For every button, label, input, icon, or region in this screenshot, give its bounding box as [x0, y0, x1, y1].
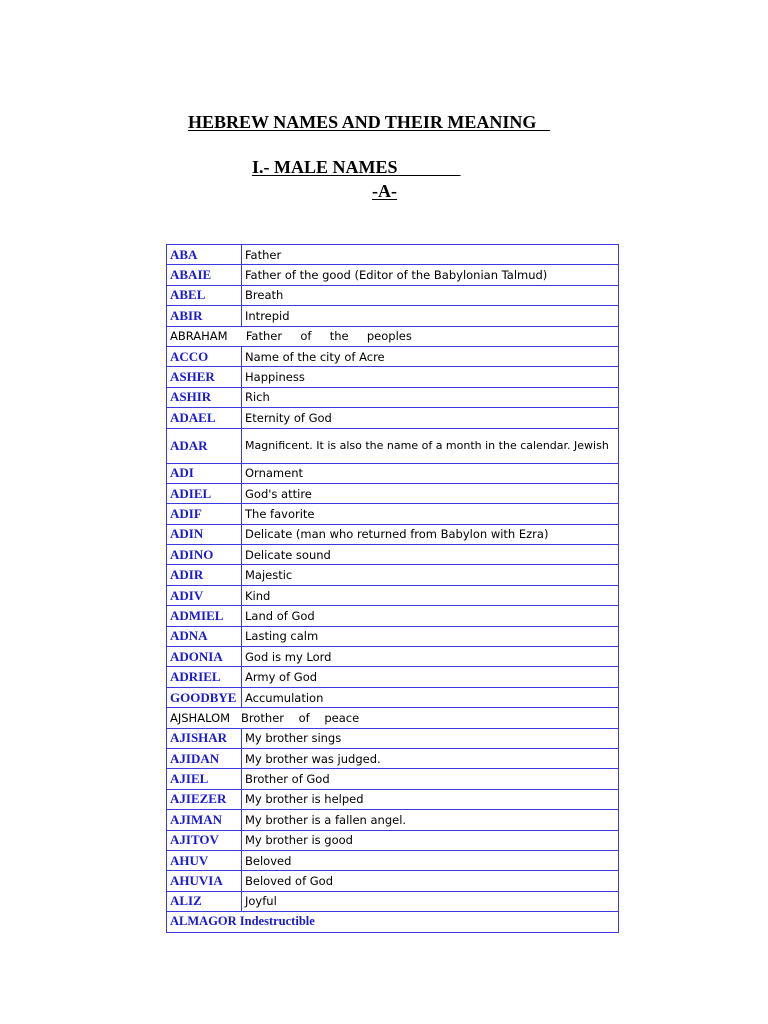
table-row [167, 708, 619, 728]
name-cell: ACCO [167, 346, 242, 366]
meaning-cell: My brother is a fallen angel. [242, 810, 619, 830]
meaning-cell: Accumulation [242, 687, 619, 707]
meaning-cell: Eternity of God [242, 408, 619, 428]
table-row [167, 463, 619, 483]
name-cell: ADAEL [167, 408, 242, 428]
table-row [167, 585, 619, 605]
meaning-cell: Land of God [242, 606, 619, 626]
table-row [167, 789, 619, 809]
table-row [167, 769, 619, 789]
table-row [167, 565, 619, 585]
name-cell: ABIR [167, 306, 242, 326]
meaning-cell: Delicate sound [242, 545, 619, 565]
table-row [167, 367, 619, 387]
table-row [167, 545, 619, 565]
name-cell: ABAIE [167, 265, 242, 285]
table-row [167, 891, 619, 911]
meaning-cell: My brother is helped [242, 789, 619, 809]
name-cell: ADMIEL [167, 606, 242, 626]
table-row [167, 647, 619, 667]
name-cell: ADINO [167, 545, 242, 565]
meaning-cell: Breath [242, 285, 619, 305]
meaning-cell: Brother of God [242, 769, 619, 789]
meaning-cell: My brother is good [242, 830, 619, 850]
meaning-cell: Army of God [242, 667, 619, 687]
meaning-cell: God's attire [242, 483, 619, 503]
table-row [167, 326, 619, 346]
name-cell: AJITOV [167, 830, 242, 850]
name-cell: ADIR [167, 565, 242, 585]
name-cell: ABA [167, 245, 242, 265]
table-row [167, 728, 619, 748]
name-cell: ADIN [167, 524, 242, 544]
name-cell: ABEL [167, 285, 242, 305]
table-row [167, 483, 619, 503]
table-row [167, 606, 619, 626]
name-cell: ALIZ [167, 891, 242, 911]
meaning-cell: Intrepid [242, 306, 619, 326]
name-cell: ADNA [167, 626, 242, 646]
name-cell: ADONIA [167, 647, 242, 667]
name-cell: ASHER [167, 367, 242, 387]
name-cell: AJIEL [167, 769, 242, 789]
meaning-cell: Lasting calm [242, 626, 619, 646]
meaning-cell: Delicate (man who returned from Babylon with Ezra) [242, 524, 619, 544]
table-row [167, 346, 619, 366]
table-row [167, 871, 619, 891]
table-row [167, 687, 619, 707]
meaning-cell: Beloved [242, 850, 619, 870]
name-cell: ADRIEL [167, 667, 242, 687]
name-cell: ADI [167, 463, 242, 483]
meaning-cell: Kind [242, 585, 619, 605]
meaning-cell: Rich [242, 387, 619, 407]
meaning-cell: Magnificent. It is also the name of a month in the calendar. Jewish [242, 428, 619, 463]
name-cell: AHUVIA [167, 871, 242, 891]
table-row [167, 285, 619, 305]
table-row [167, 306, 619, 326]
name-cell: ADIEL [167, 483, 242, 503]
name-cell: ASHIR [167, 387, 242, 407]
name-cell: ADIF [167, 504, 242, 524]
table-row [167, 830, 619, 850]
table-row [167, 810, 619, 830]
meaning-cell: Majestic [242, 565, 619, 585]
merged-row-text: ABRAHAM Father of the peoples [167, 326, 619, 346]
meaning-cell: My brother sings [242, 728, 619, 748]
section-title: I.- MALE NAMES [252, 157, 461, 177]
name-cell: GOODBYE [167, 687, 242, 707]
meaning-cell: God is my Lord [242, 647, 619, 667]
name-cell: AJIEZER [167, 789, 242, 809]
table-row [167, 504, 619, 524]
meaning-cell: The favorite [242, 504, 619, 524]
table-row [167, 245, 619, 265]
meaning-cell: Happiness [242, 367, 619, 387]
meaning-cell: My brother was judged. [242, 748, 619, 768]
names-table [166, 244, 619, 933]
table-row [167, 850, 619, 870]
name-cell: AHUV [167, 850, 242, 870]
meaning-cell: Father [242, 245, 619, 265]
meaning-cell: Beloved of God [242, 871, 619, 891]
name-cell: AJISHAR [167, 728, 242, 748]
table-row [167, 667, 619, 687]
table-row [167, 387, 619, 407]
table-row [167, 408, 619, 428]
merged-row-text: ALMAGOR Indestructible [167, 912, 619, 932]
name-cell: ADAR [167, 428, 242, 463]
meaning-cell: Name of the city of Acre [242, 346, 619, 366]
table-row [167, 428, 619, 463]
merged-row-text: AJSHALOM Brother of peace [167, 708, 619, 728]
meaning-cell: Father of the good (Editor of the Babylonian Talmud) [242, 265, 619, 285]
name-cell: AJIMAN [167, 810, 242, 830]
page-title: HEBREW NAMES AND THEIR MEANING [188, 112, 550, 132]
meaning-cell: Ornament [242, 463, 619, 483]
table-row [167, 912, 619, 932]
table-row [167, 626, 619, 646]
meaning-cell: Joyful [242, 891, 619, 911]
table-row [167, 748, 619, 768]
name-cell: ADIV [167, 585, 242, 605]
name-cell: AJIDAN [167, 748, 242, 768]
letter-heading: -A- [372, 181, 397, 201]
table-row [167, 524, 619, 544]
table-row [167, 265, 619, 285]
